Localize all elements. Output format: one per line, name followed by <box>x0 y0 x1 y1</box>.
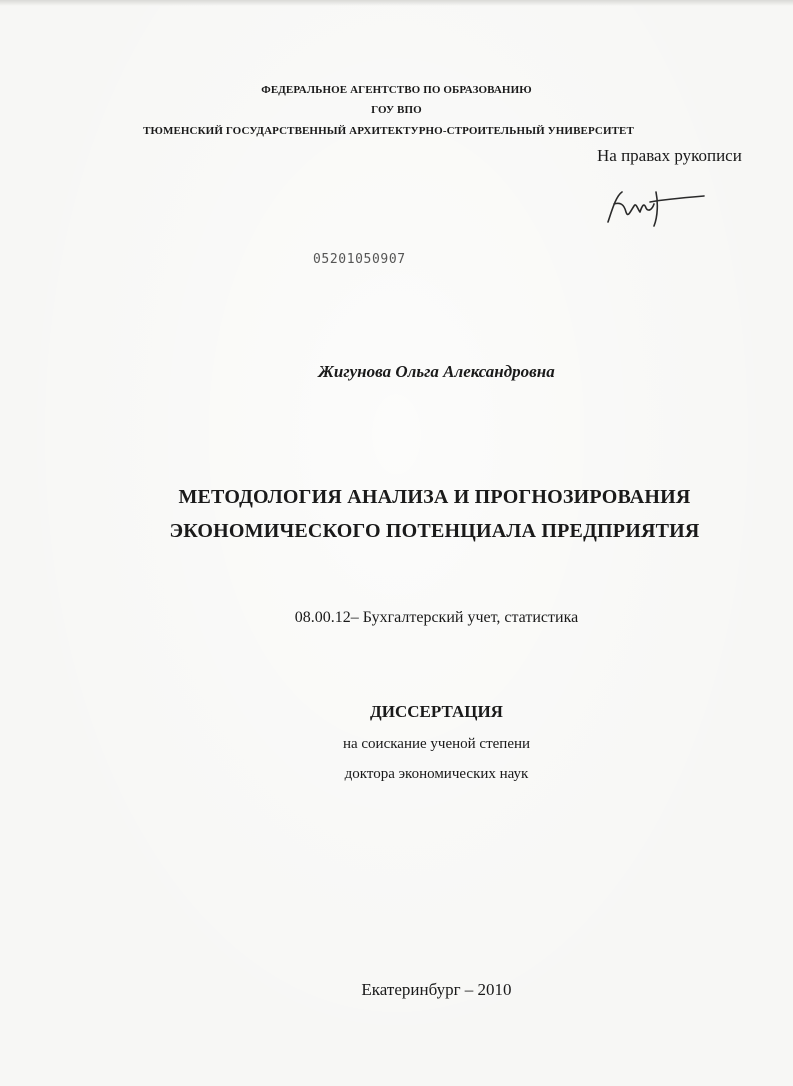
place-and-year: Екатеринбург – 2010 <box>361 980 512 999</box>
author-name: Жигунова Ольга Александровна <box>318 362 555 381</box>
author-signature <box>600 182 710 232</box>
scan-edge-shadow <box>0 0 793 6</box>
catalog-number: 05201050907 <box>313 252 406 267</box>
degree-line-1: на соискание ученой степени <box>342 736 531 752</box>
agency-line: ФЕДЕРАЛЬНОЕ АГЕНТСТВО ПО ОБРАЗОВАНИЮ <box>261 84 532 96</box>
degree-line-2: доктора экономических наук <box>344 766 529 782</box>
university-line: ТЮМЕНСКИЙ ГОСУДАРСТВЕННЫЙ АРХИТЕКТУРНО-СТРОИТЕЛЬНЫЙ УНИВЕРСИТЕТ <box>143 125 634 137</box>
title-line-1: МЕТОДОЛОГИЯ АНАЛИЗА И ПРОГНОЗИРОВАНИЯ <box>178 486 691 508</box>
work-type: ДИССЕРТАЦИЯ <box>370 702 503 721</box>
manuscript-rights-note: На правах рукописи <box>597 146 742 165</box>
institution-type-line: ГОУ ВПО <box>371 104 422 116</box>
specialty-code: 08.00.12– Бухгалтерский учет, статистика <box>294 609 579 626</box>
title-line-2: ЭКОНОМИЧЕСКОГО ПОТЕНЦИАЛА ПРЕДПРИЯТИЯ <box>169 520 700 542</box>
